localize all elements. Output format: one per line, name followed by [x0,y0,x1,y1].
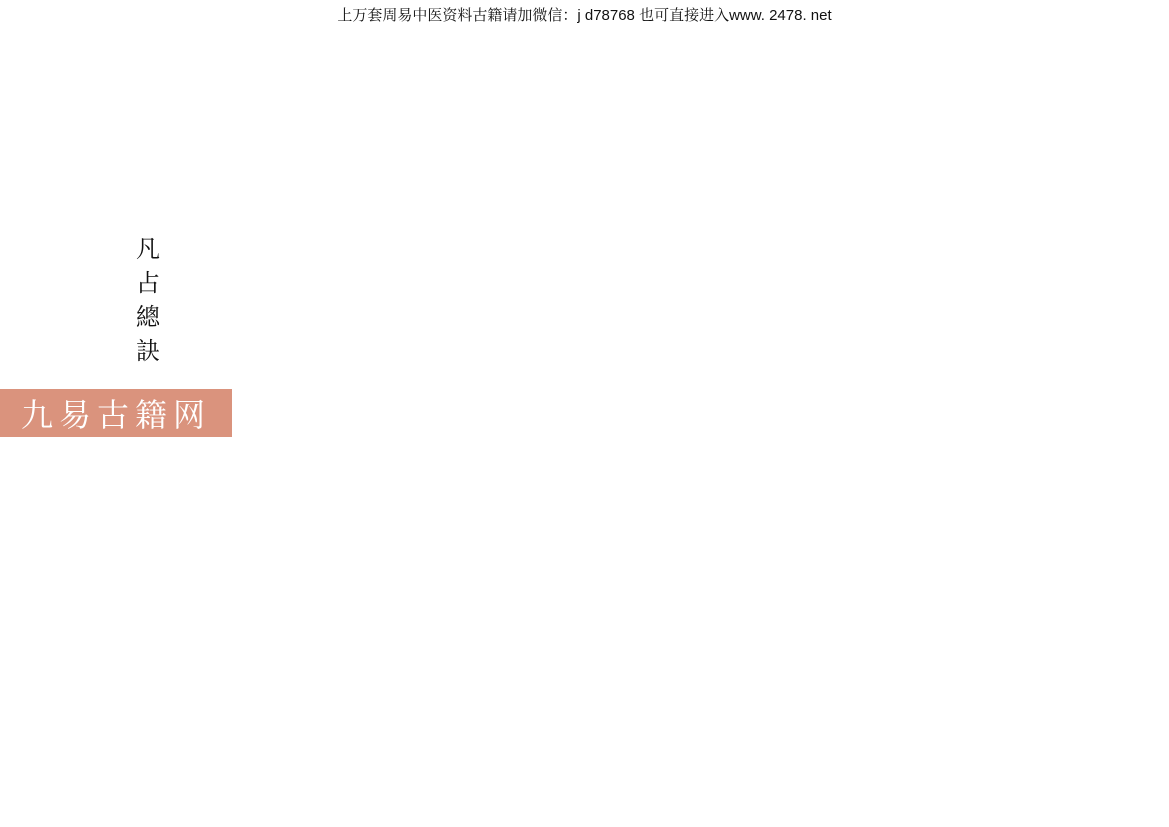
top-banner: 上万套周易中医资料古籍请加微信：j d78768 也可直接进入www. 2478. net [337,7,832,24]
section-title-glyph: 占 [136,269,160,297]
watermark-logo: 九易古籍网 [0,389,232,437]
section-title-glyph: 總 [136,303,160,331]
section-title [136,232,160,368]
section-title-glyph: 凡 [136,235,160,263]
section-title-glyph: 訣 [136,337,160,365]
